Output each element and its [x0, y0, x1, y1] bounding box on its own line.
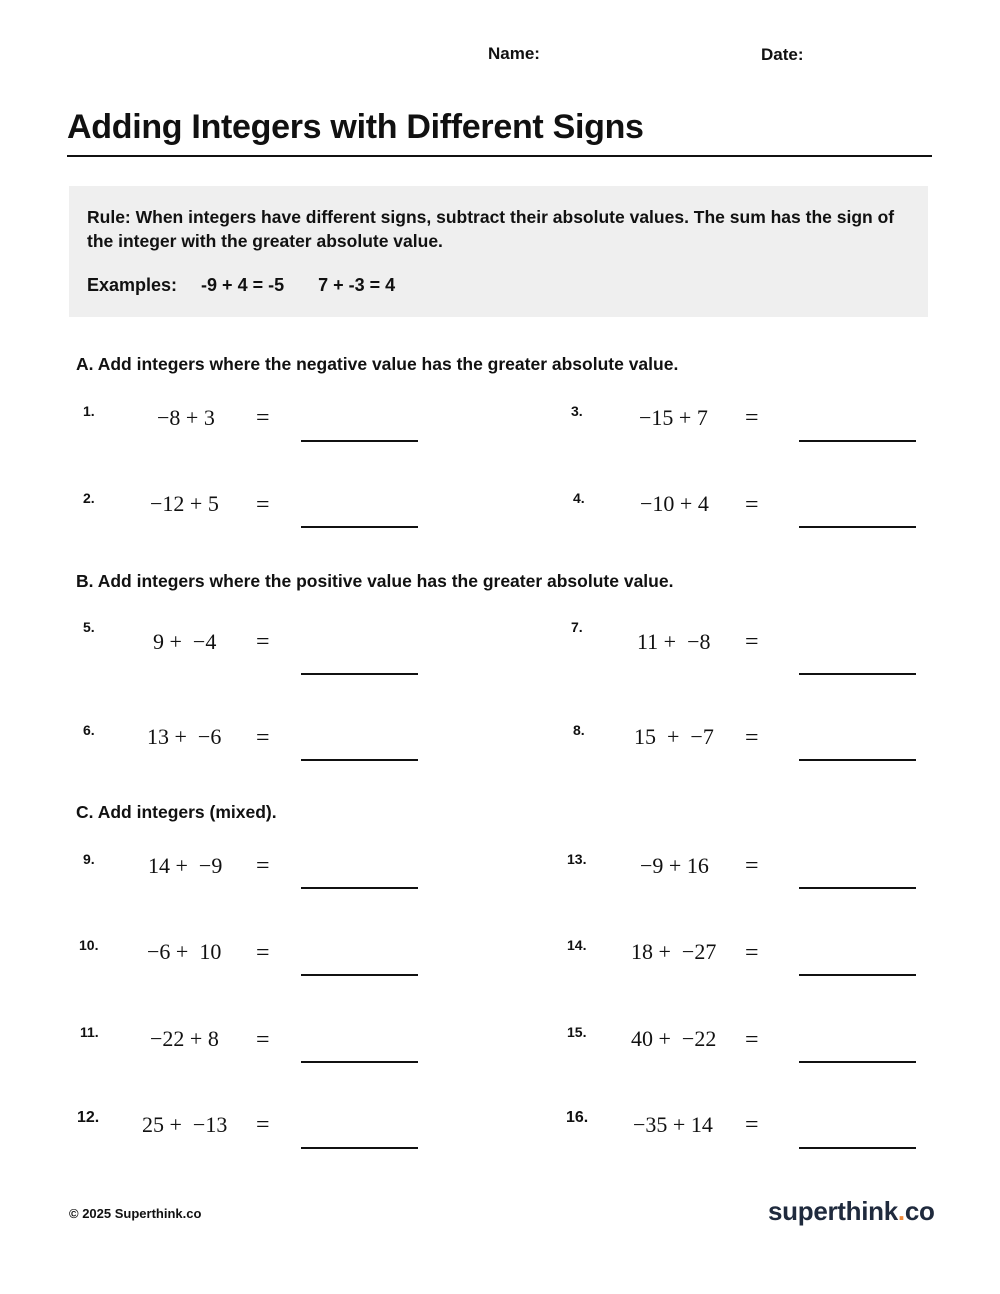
- problem-number: 13.: [567, 851, 587, 867]
- example-2: 7 + -3 = 4: [318, 275, 396, 295]
- equals-sign: =: [745, 492, 759, 518]
- problem-expression: −22 + 8: [150, 1026, 219, 1051]
- answer-blank[interactable]: [799, 673, 916, 675]
- problem-number: 8.: [573, 722, 585, 738]
- problem-expression: 9 + −4: [153, 629, 217, 654]
- answer-blank[interactable]: [301, 526, 418, 528]
- brand-name: superthink: [768, 1196, 898, 1226]
- answer-blank[interactable]: [799, 974, 916, 976]
- page-title: Adding Integers with Different Signs: [67, 108, 644, 146]
- problem-expression: −35 + 14: [633, 1112, 713, 1137]
- examples-label: Examples:: [87, 275, 178, 295]
- answer-blank[interactable]: [301, 1147, 418, 1149]
- problem-number: 9.: [83, 851, 95, 867]
- equals-sign: =: [256, 853, 270, 879]
- problem-number: 6.: [83, 722, 95, 738]
- answer-blank[interactable]: [301, 887, 418, 889]
- problem-expression: 14 + −9: [148, 853, 223, 878]
- title-divider: [67, 155, 932, 157]
- problem-number: 15.: [567, 1024, 587, 1040]
- answer-blank[interactable]: [799, 759, 916, 761]
- equals-sign: =: [256, 1027, 270, 1053]
- problem-number: 10.: [79, 937, 99, 953]
- equals-sign: =: [256, 492, 270, 518]
- example-1: -9 + 4 = -5: [201, 275, 285, 295]
- brand-tld: co: [904, 1196, 935, 1226]
- answer-blank[interactable]: [301, 974, 418, 976]
- equals-sign: =: [256, 940, 270, 966]
- section-b-heading: B. Add integers where the positive value has the greater absolute value.: [76, 571, 674, 591]
- problem-expression: 15 + −7: [634, 724, 714, 749]
- brand-logo: [768, 1196, 935, 1227]
- equals-sign: =: [745, 405, 759, 431]
- name-label: Name:: [488, 44, 540, 63]
- problem-expression: 18 + −27: [631, 939, 717, 964]
- section-a-heading: A. Add integers where the negative value has the greater absolute value.: [76, 354, 679, 374]
- brand-dot: .: [897, 1196, 905, 1226]
- problem-expression: 25 + −13: [142, 1112, 228, 1137]
- answer-blank[interactable]: [301, 759, 418, 761]
- equals-sign: =: [745, 725, 759, 751]
- equals-sign: =: [256, 405, 270, 431]
- answer-blank[interactable]: [301, 440, 418, 442]
- problem-expression: −8 + 3: [157, 405, 215, 430]
- problem-number: 3.: [571, 403, 583, 419]
- answer-blank[interactable]: [799, 1147, 916, 1149]
- problem-number: 5.: [83, 619, 95, 635]
- answer-blank[interactable]: [301, 673, 418, 675]
- equals-sign: =: [256, 725, 270, 751]
- answer-blank[interactable]: [799, 526, 916, 528]
- examples-line: [87, 275, 395, 296]
- problem-expression: −10 + 4: [640, 491, 709, 516]
- problem-expression: 11 + −8: [637, 629, 711, 654]
- equals-sign: =: [745, 1112, 759, 1138]
- section-c-heading: C. Add integers (mixed).: [76, 802, 277, 822]
- equals-sign: =: [745, 629, 759, 655]
- problem-number: 2.: [83, 490, 95, 506]
- equals-sign: =: [745, 940, 759, 966]
- problem-expression: −12 + 5: [150, 491, 219, 516]
- problem-number: 4.: [573, 490, 585, 506]
- problem-number: 7.: [571, 619, 583, 635]
- problem-expression: −9 + 16: [640, 853, 709, 878]
- problem-expression: 40 + −22: [631, 1026, 717, 1051]
- problem-expression: −15 + 7: [639, 405, 708, 430]
- equals-sign: =: [745, 1027, 759, 1053]
- answer-blank[interactable]: [799, 440, 916, 442]
- copyright-text: © 2025 Superthink.co: [69, 1206, 202, 1221]
- problem-number: 1.: [83, 403, 95, 419]
- equals-sign: =: [745, 853, 759, 879]
- date-label: Date:: [761, 45, 804, 64]
- problem-number: 14.: [567, 937, 587, 953]
- problem-expression: −6 + 10: [147, 939, 222, 964]
- answer-blank[interactable]: [799, 1061, 916, 1063]
- answer-blank[interactable]: [799, 887, 916, 889]
- problem-number: 11.: [80, 1024, 99, 1040]
- equals-sign: =: [256, 629, 270, 655]
- problem-number: 12.: [77, 1109, 100, 1126]
- rule-text: Rule: When integers have different signs, subtract their absolute values. The sum has the sign of the integer with the greater absolute value.: [87, 207, 895, 251]
- problem-expression: 13 + −6: [147, 724, 222, 749]
- equals-sign: =: [256, 1112, 270, 1138]
- problem-number: 16.: [566, 1109, 589, 1126]
- answer-blank[interactable]: [301, 1061, 418, 1063]
